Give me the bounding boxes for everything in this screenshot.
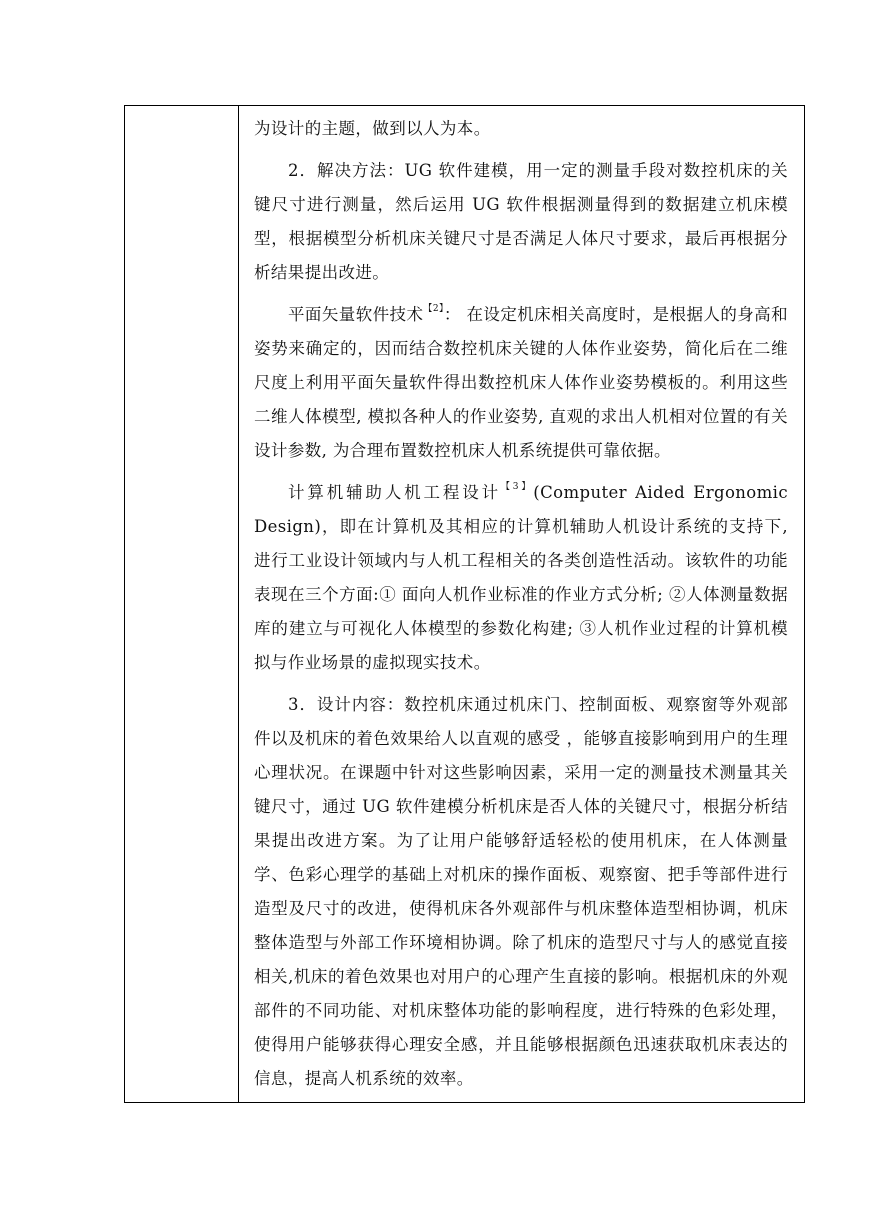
paragraph-caed [254,476,788,680]
citation-ref-2: 【2】 [423,304,444,314]
citation-ref-3: 【3】 [500,482,534,492]
content-cell [239,106,804,1102]
paragraph-solution-method: 2．解决方法：UG 软件建模，用一定的测量手段对数控机床的关键尺寸进行测量，然后运用 UG 软件根据测量得到的数据建立机床模型，根据模型分析机床关键尺寸是否满足人体尺寸要求，最后再根据分析结果提出改进。 [254,161,788,282]
label-cell [125,106,239,1102]
document-table [124,105,805,1103]
paragraph-vector-software [254,298,788,468]
paragraph-body-text: (Computer Aided Ergonomic Design)，即在计算机及其相应的计算机辅助人机设计系统的支持下, 进行工业设计领域内与人机工程相关的各类创造性活动。该软件的功能表现在三个方面:① 面向人机作业标准的作业方式分析; ②人体测量数据库的建立与可视化人体模型的参数化构建; ③人机作业过程的计算机模拟与作业场景的虚拟现实技术。 [254,483,789,672]
paragraph-lead-text: 计算机辅助人机工程设计 [288,483,501,502]
paragraph-lead-text: 平面矢量软件技术 [288,305,424,324]
paragraph-design-content: 3．设计内容：数控机床通过机床门、控制面板、观察窗等外观部件以及机床的着色效果给人以直观的感受 ，能够直接影响到用户的生理心理状况。在课题中针对这些影响因素，采用一定的测量技术测量其关键尺寸，通过 UG 软件建模分析机床是否人体的关键尺寸，根据分析结果提出改进方案。为了让用户能够舒适轻松的使用机床，在人体测量学、色彩心理学的基础上对机床的操作面板、观察窗、把手等部件进行造型及尺寸的改进，使得机床各外观部件与机床整体造型相协调，机床整体造型与外部工作环境相协调。除了机床的造型尺寸与人的感觉直接相关,机床的着色效果也对用户的心理产生直接的影响。根据机床的外观部件的不同功能、对机床整体功能的影响程度，进行特殊的色彩处理，使得用户能够获得心理安全感，并且能够根据颜色迅速获取机床表达的信息，提高人机系统的效率。 [254,695,788,1088]
paragraph-body-text: ： 在设定机床相关高度时，是根据人的身高和姿势来确定的，因而结合数控机床关键的人体作业姿势，简化后在二维尺度上利用平面矢量软件得出数控机床人体作业姿势模板的。利用这些二维人体模型, 模拟各种人的作业姿势, 直观的求出人机相对位置的有关设计参数, 为合理布置数控机床人机系统提供可靠依据。 [254,305,788,460]
paragraph-continuation: 为设计的主题，做到以人为本。 [254,119,491,138]
